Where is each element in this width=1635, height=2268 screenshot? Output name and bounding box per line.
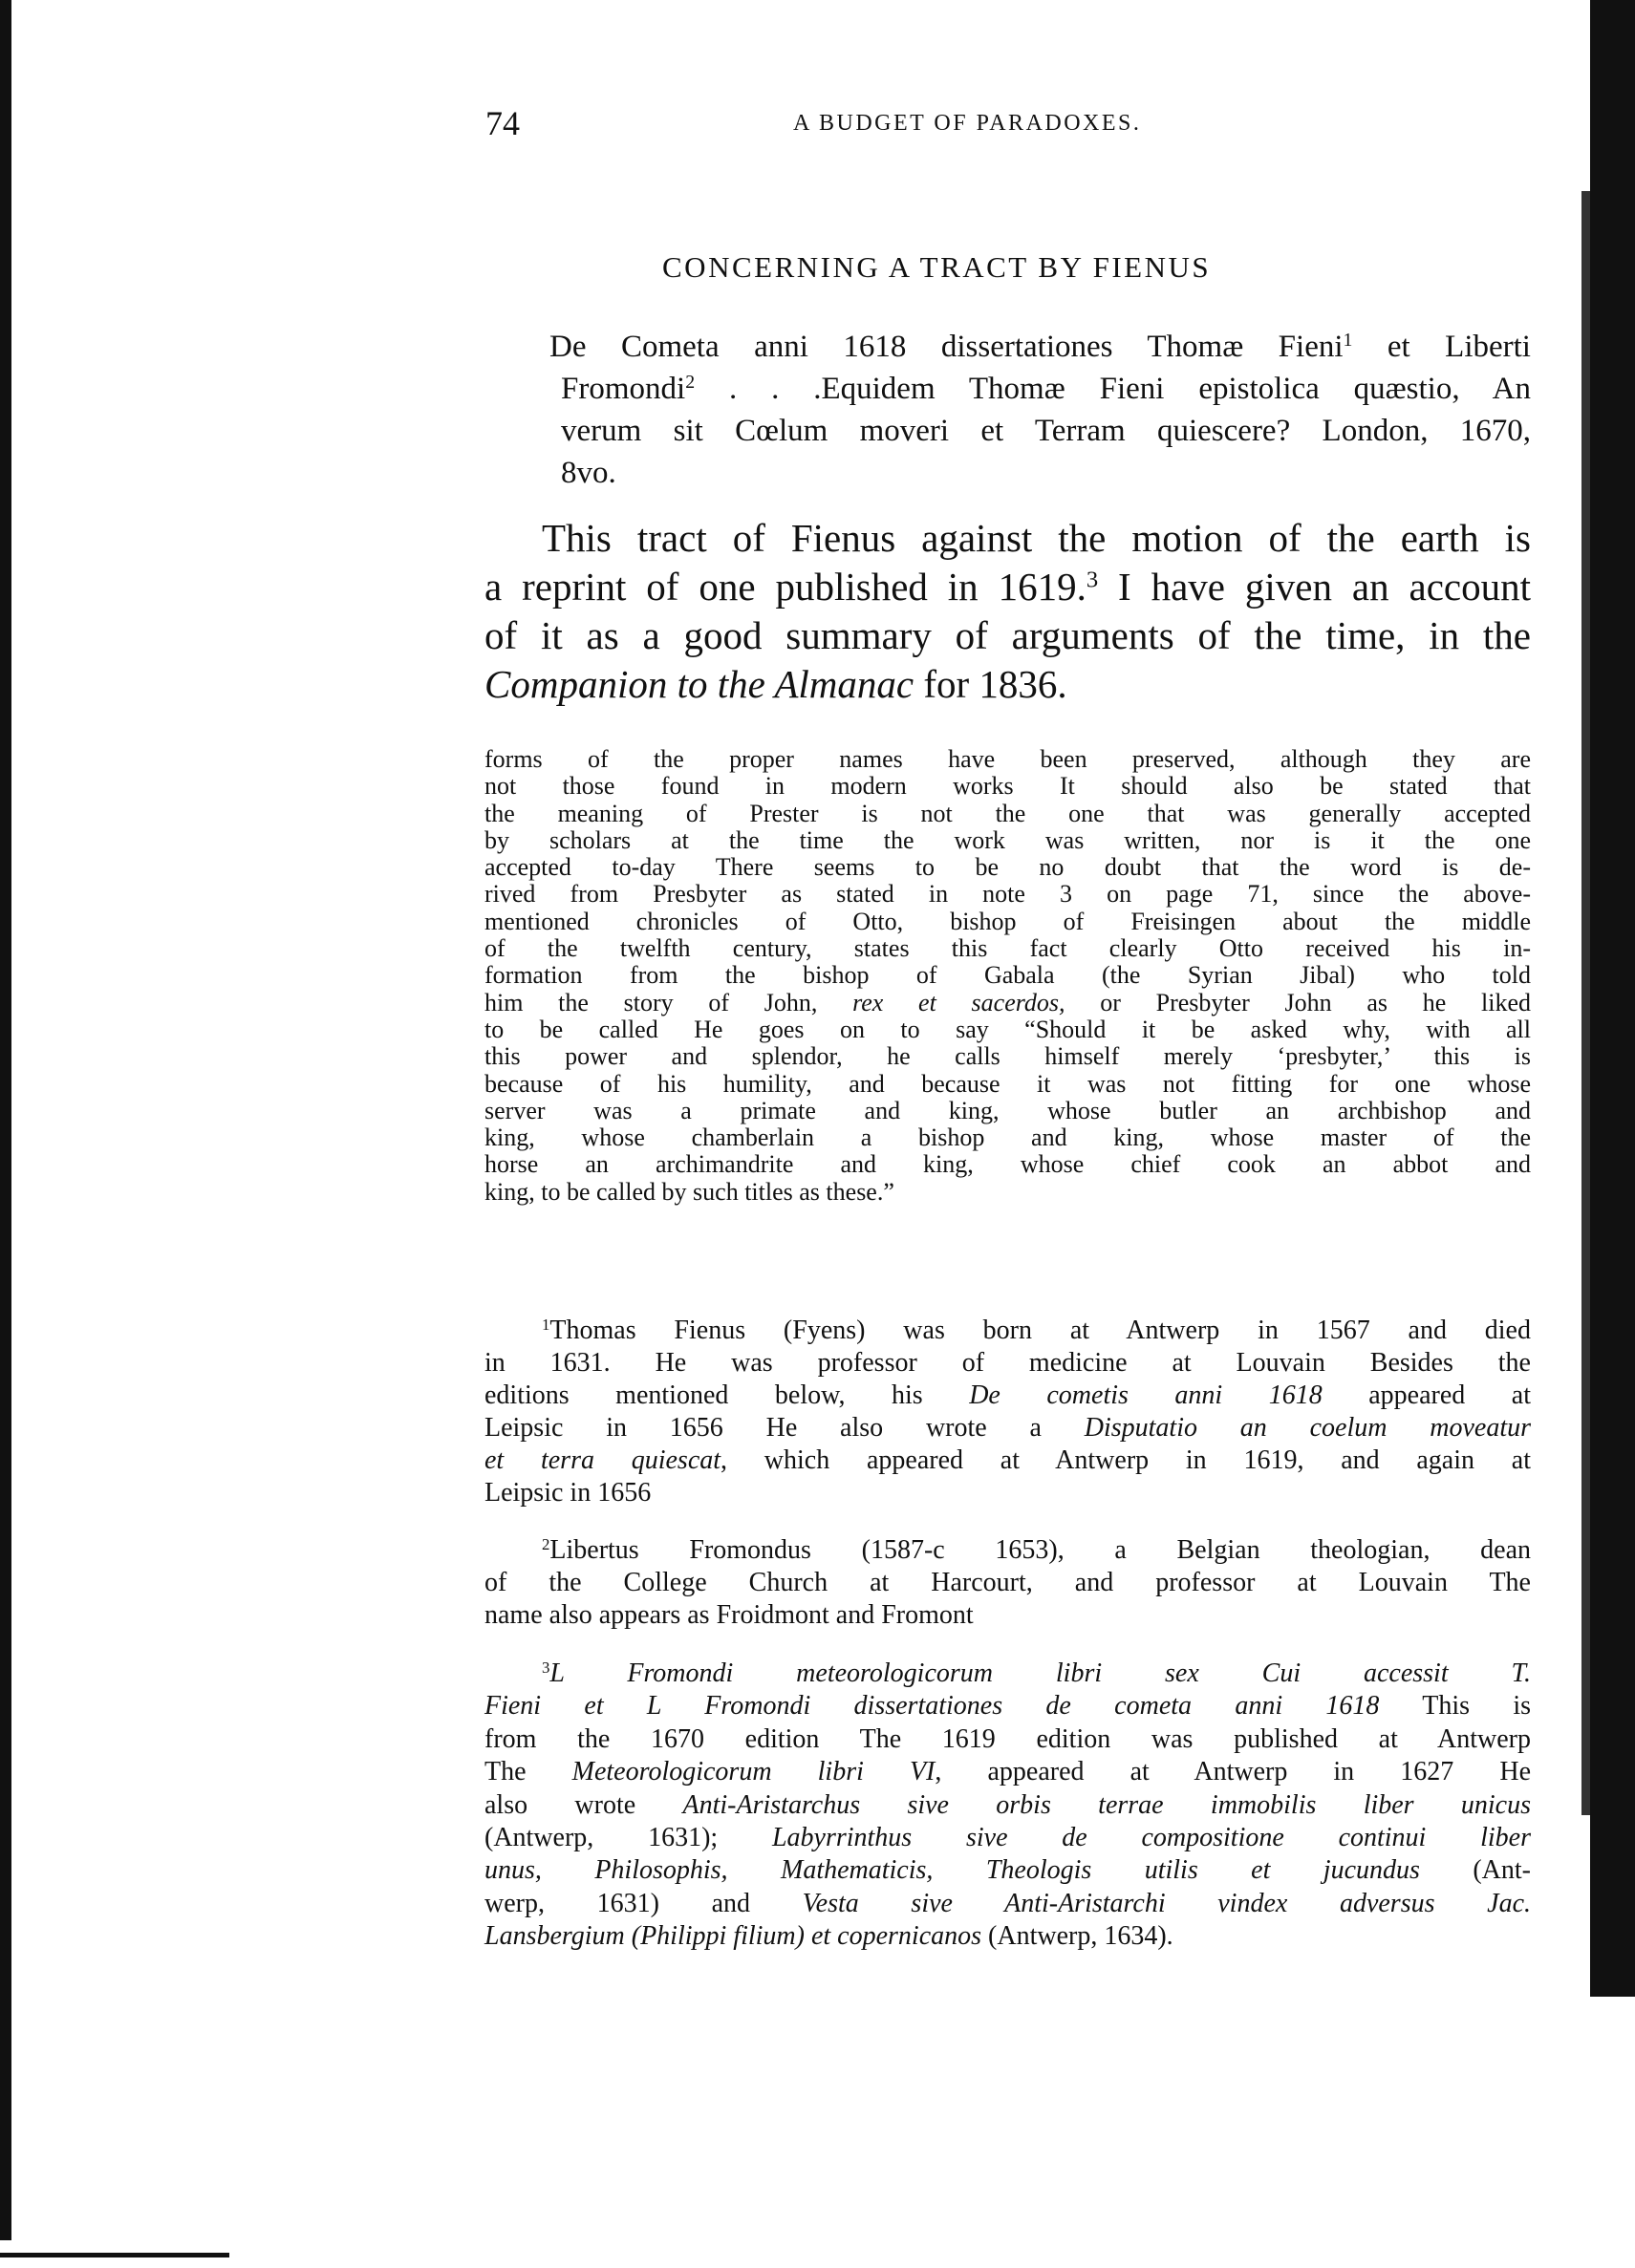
footnote-marker: 2	[542, 1534, 550, 1553]
text-segment: or Presbyter John as he liked	[1065, 988, 1531, 1016]
text-line	[549, 452, 1531, 494]
text-segment: this power and splendor, he calls himself merely ‘presbyter,’ this is	[484, 1042, 1531, 1071]
text-segment: The	[484, 1757, 572, 1787]
text-segment: Fromondi	[561, 372, 686, 406]
text-line	[484, 1043, 1531, 1070]
text-line	[484, 1444, 1531, 1477]
text-segment: editions mentioned below, his	[484, 1380, 970, 1410]
text-line	[484, 514, 1531, 563]
text-segment: Libertus Fromondus (1587-c 1653), a Belgian theologian, dean	[549, 1535, 1531, 1565]
text-segment: I have given an account	[1098, 565, 1531, 609]
text-segment: by scholars at the time the work was written, nor is it the one	[484, 825, 1531, 854]
scan-edge-right	[1590, 0, 1635, 1997]
scan-edge-bottom	[0, 2253, 229, 2257]
italic-text: Labyrrinthus sive de compositione continui liber	[771, 1823, 1531, 1853]
text-segment: king, whose chamberlain a bishop and king, whose master of the	[484, 1123, 1531, 1152]
text-segment: of the College Church at Harcourt, and professor at Louvain The	[484, 1568, 1531, 1597]
footnote-1	[484, 1315, 1531, 1509]
text-segment: from the 1670 edition The 1619 edition was published at Antwerp	[484, 1723, 1531, 1754]
italic-text: Vesta sive Anti-Aristarchi vindex adversus Jac.	[802, 1888, 1531, 1918]
text-segment: mentioned chronicles of Otto, bishop of Freisingen about the middle	[484, 907, 1531, 935]
footnote-marker: 2	[685, 372, 696, 394]
text-line	[484, 1016, 1531, 1043]
text-line	[484, 1888, 1531, 1920]
italic-text: et terra quiescat	[484, 1445, 721, 1475]
text-line	[484, 563, 1531, 611]
text-segment: for 1836.	[914, 662, 1067, 706]
text-line	[484, 801, 1531, 827]
section-title: CONCERNING A TRACT BY FIENUS	[662, 250, 1212, 284]
text-line	[484, 1854, 1531, 1887]
text-segment: De Cometa anni 1618 dissertationes Thomæ Fieni	[549, 330, 1344, 364]
text-segment: of it as a good summary of arguments of the time, in the	[484, 613, 1531, 657]
text-segment: (Antwerp, 1631);	[484, 1823, 772, 1853]
footnote-marker: 1	[1343, 330, 1353, 352]
footnote-marker: 3	[542, 1658, 550, 1677]
italic-text: Disputatio an coelum moveatur	[1084, 1413, 1532, 1443]
text-segment: werp, 1631) and	[484, 1888, 803, 1918]
text-segment: forms of the proper names have been preserved, although they are	[484, 745, 1531, 773]
text-line	[549, 326, 1531, 368]
text-segment: rived from Presbyter as stated in note 3 on page 71, since the above-	[484, 880, 1531, 909]
text-segment: Leipsic in 1656 He also wrote a	[484, 1413, 1085, 1443]
footnote-3	[484, 1658, 1531, 1954]
text-line	[484, 909, 1531, 935]
text-segment: (Ant-	[1419, 1855, 1532, 1886]
text-line	[484, 746, 1531, 773]
italic-text: Companion to the Almanac	[484, 662, 914, 706]
text-line	[484, 1567, 1531, 1599]
text-line	[484, 1315, 1531, 1347]
text-segment: 8vo.	[561, 456, 616, 490]
footnote-2	[484, 1534, 1531, 1632]
text-line	[484, 1124, 1531, 1151]
text-segment: et Liberti	[1352, 330, 1531, 364]
text-line	[484, 1098, 1531, 1124]
text-line	[484, 1412, 1531, 1444]
text-line	[484, 773, 1531, 800]
text-line	[484, 1756, 1531, 1788]
text-line	[484, 1347, 1531, 1380]
italic-text: De cometis anni 1618	[969, 1380, 1323, 1410]
text-segment: (Antwerp, 1634).	[981, 1921, 1173, 1952]
scan-edge-left	[0, 0, 11, 2240]
running-head: A BUDGET OF PARADOXES.	[793, 111, 1142, 136]
footnote-marker: 1	[542, 1315, 550, 1334]
italic-text: Lansbergium (Philippi filium) et copernicanos	[484, 1921, 982, 1952]
text-line	[484, 990, 1531, 1016]
text-line	[484, 1380, 1531, 1412]
text-line	[484, 881, 1531, 908]
text-segment: not those found in modern works It should also be stated that	[484, 772, 1531, 801]
text-line	[484, 660, 1531, 709]
text-segment: the meaning of Prester is not the one that was generally accepted	[484, 799, 1531, 827]
text-line	[484, 1822, 1531, 1854]
text-segment: Leipsic in 1656	[484, 1478, 652, 1508]
quoted-note-text	[484, 746, 1531, 1206]
text-segment: This tract of Fienus against the motion of the earth is	[542, 516, 1531, 560]
italic-text: Meteorologicorum libri VI	[571, 1757, 936, 1787]
page-number: 74	[485, 104, 520, 142]
text-segment: appeared at	[1322, 1380, 1531, 1410]
text-line	[484, 1179, 1531, 1206]
text-line	[484, 827, 1531, 854]
italic-text: unus, Philosophis, Mathematicis, Theologis utilis et jucundus	[484, 1855, 1420, 1886]
text-line	[549, 410, 1531, 452]
text-line	[484, 1690, 1531, 1722]
text-segment: accepted to-day There seems to be no doubt that the word is de-	[484, 853, 1531, 882]
italic-text: L Fromondi meteorologicorum libri sex Cui accessit T.	[549, 1658, 1531, 1688]
text-segment: him the story of John,	[484, 988, 853, 1016]
text-segment: , which appeared at Antwerp in 1619, and again at	[721, 1445, 1531, 1475]
text-line	[484, 1477, 1531, 1509]
text-segment: , appeared at Antwerp in 1627 He	[935, 1757, 1531, 1787]
text-line	[484, 1534, 1531, 1567]
text-segment: because of his humility, and because it was not fitting for one whose	[484, 1069, 1531, 1098]
text-segment: Thomas Fienus (Fyens) was born at Antwerp in 1567 and died	[549, 1316, 1531, 1345]
text-segment: server was a primate and king, whose butler an archbishop and	[484, 1096, 1531, 1124]
text-line	[484, 1599, 1531, 1632]
text-segment: also wrote	[484, 1789, 683, 1820]
italic-text: Anti-Aristarchus sive orbis terrae immobilis liber unicus	[682, 1789, 1531, 1820]
text-segment: king, to be called by such titles as these.”	[484, 1177, 894, 1206]
text-line	[484, 962, 1531, 989]
text-segment: . . .Equidem Thomæ Fieni epistolica quæstio, An	[695, 372, 1531, 406]
text-segment: to be called He goes on to say “Should it be asked why, with all	[484, 1015, 1531, 1043]
text-line	[484, 1658, 1531, 1690]
text-line	[484, 854, 1531, 881]
text-line	[484, 611, 1531, 660]
text-line	[484, 1151, 1531, 1178]
citation-block	[549, 326, 1531, 494]
text-segment: This is	[1379, 1691, 1531, 1722]
text-segment: name also appears as Froidmont and Fromont	[484, 1600, 974, 1630]
italic-text: Fieni et L Fromondi dissertationes de cometa anni 1618	[484, 1691, 1380, 1722]
text-line	[484, 1723, 1531, 1756]
body-paragraph	[484, 514, 1531, 709]
footnote-marker: 3	[1086, 567, 1099, 593]
text-segment: verum sit Cœlum moveri et Terram quiescere? London, 1670,	[561, 414, 1531, 448]
text-line	[484, 1920, 1531, 1953]
text-segment: formation from the bishop of Gabala (the Syrian Jibal) who told	[484, 961, 1531, 990]
italic-text: rex et sacerdos,	[852, 988, 1065, 1016]
text-line	[484, 1071, 1531, 1098]
text-segment: horse an archimandrite and king, whose chief cook an abbot and	[484, 1150, 1531, 1179]
text-line	[484, 935, 1531, 962]
text-segment: in 1631. He was professor of medicine at Louvain Besides the	[484, 1348, 1531, 1378]
text-segment: of the twelfth century, states this fact clearly Otto received his in-	[484, 934, 1531, 963]
text-segment: a reprint of one published in 1619.	[484, 565, 1086, 609]
text-line	[484, 1789, 1531, 1822]
text-line	[549, 368, 1531, 410]
